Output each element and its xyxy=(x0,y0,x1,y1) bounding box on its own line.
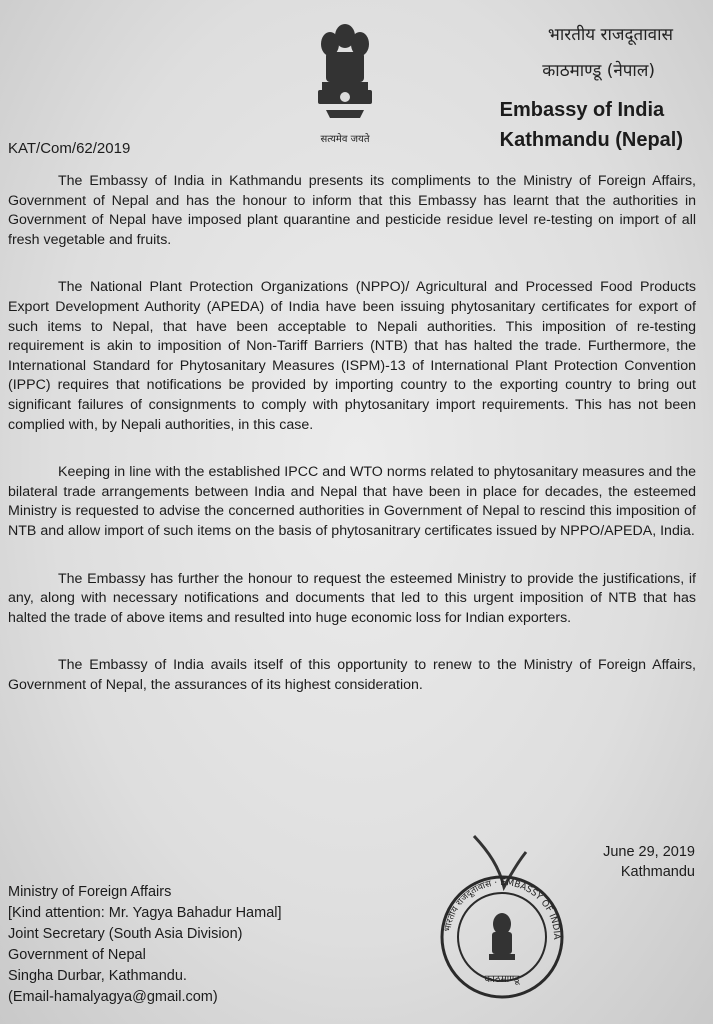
letter-body xyxy=(8,172,696,723)
national-emblem xyxy=(300,14,390,154)
addressee-line: Ministry of Foreign Affairs xyxy=(8,884,172,900)
paragraph: The Embassy has further the honour to request the esteemed Ministry to provide the justifications, if any, along with necessary notifications and documents that led to this urgent imposition of NTB that has halted the trade of above items and resulted into huge economic loss for Indian exporters. xyxy=(8,570,696,626)
addressee-line: (Email-hamalyagya@gmail.com) xyxy=(8,989,218,1005)
embassy-location: Kathmandu (Nepal) xyxy=(499,129,683,151)
letter-place: Kathmandu xyxy=(620,864,695,880)
embassy-seal-stamp xyxy=(434,832,569,1002)
paragraph: Keeping in line with the established IPCC and WTO norms related to phytosanitary measures and the bilateral trade arrangements between India and Nepal that have been in place for decades, the esteemed Ministry is requested to advise the concerned authorities in Government of Nepal to rescind this imposition of NTB and allow import of such items on the basis of phytosanitrary certificates issued by NPPO/APEDA, India. xyxy=(8,464,696,539)
date-block xyxy=(603,842,695,882)
seal-inner-text: काठमाण्डू xyxy=(484,974,520,985)
emblem-motto: सत्यमेव जयते xyxy=(320,134,370,145)
paragraph: The Embassy of India avails itself of this opportunity to renew to the Ministry of Foreign Affairs, Government of Nepal, the assurances of its highest consideration. xyxy=(8,657,696,693)
addressee-block xyxy=(8,882,282,1008)
embassy-location-hindi: काठमाण्डू (नेपाल) xyxy=(542,61,655,81)
paragraph: The National Plant Protection Organizations (NPPO)/ Agricultural and Processed Food Products Export Development Authority (APEDA) of India have been issuing phytosanitary certificates for export of such items to Nepal, that have been acceptable to Nepali authorities. This imposition of re-testing requirement is akin to imposition of Non-Tariff Barriers (NTB) that has halted the trade. Furthermore, the International Standard for Phytosanitary Measures (ISPM)-13 of International Plant Protection Convention (IPPC) requires that notifications be provided by importing country to the exporting country to bring out significant failures of consignments to comply with phytosanitary import requirements. This has not been complied with, by Nepali authorities, in this case. xyxy=(8,279,696,433)
addressee-line: [Kind attention: Mr. Yagya Bahadur Hamal] xyxy=(8,905,282,921)
seal-emblem-icon xyxy=(489,913,515,960)
lion-capital-icon xyxy=(300,14,390,134)
embassy-name-hindi: भारतीय राजदूतावास xyxy=(547,25,673,45)
embassy-heading xyxy=(500,95,683,155)
addressee-line: Government of Nepal xyxy=(8,947,146,963)
addressee-line: Joint Secretary (South Asia Division) xyxy=(8,926,243,942)
embassy-name: Embassy of India xyxy=(499,99,665,121)
paragraph: The Embassy of India in Kathmandu presents its compliments to the Ministry of Foreign Affairs, Government of Nepal and has the honour to inform that this Embassy has learnt that the authorities in Government of Nepal have imposed plant quarantine and pesticide residue level re-testing on import of all fresh vegetable and fruits. xyxy=(8,173,696,248)
letter-date: June 29, 2019 xyxy=(603,844,695,860)
addressee-line: Singha Durbar, Kathmandu. xyxy=(8,968,187,984)
seal-ring-text: भारतीय राजदूतावास · EMBASSY OF INDIA xyxy=(443,877,562,940)
reference-number: KAT/Com/62/2019 xyxy=(8,140,131,157)
